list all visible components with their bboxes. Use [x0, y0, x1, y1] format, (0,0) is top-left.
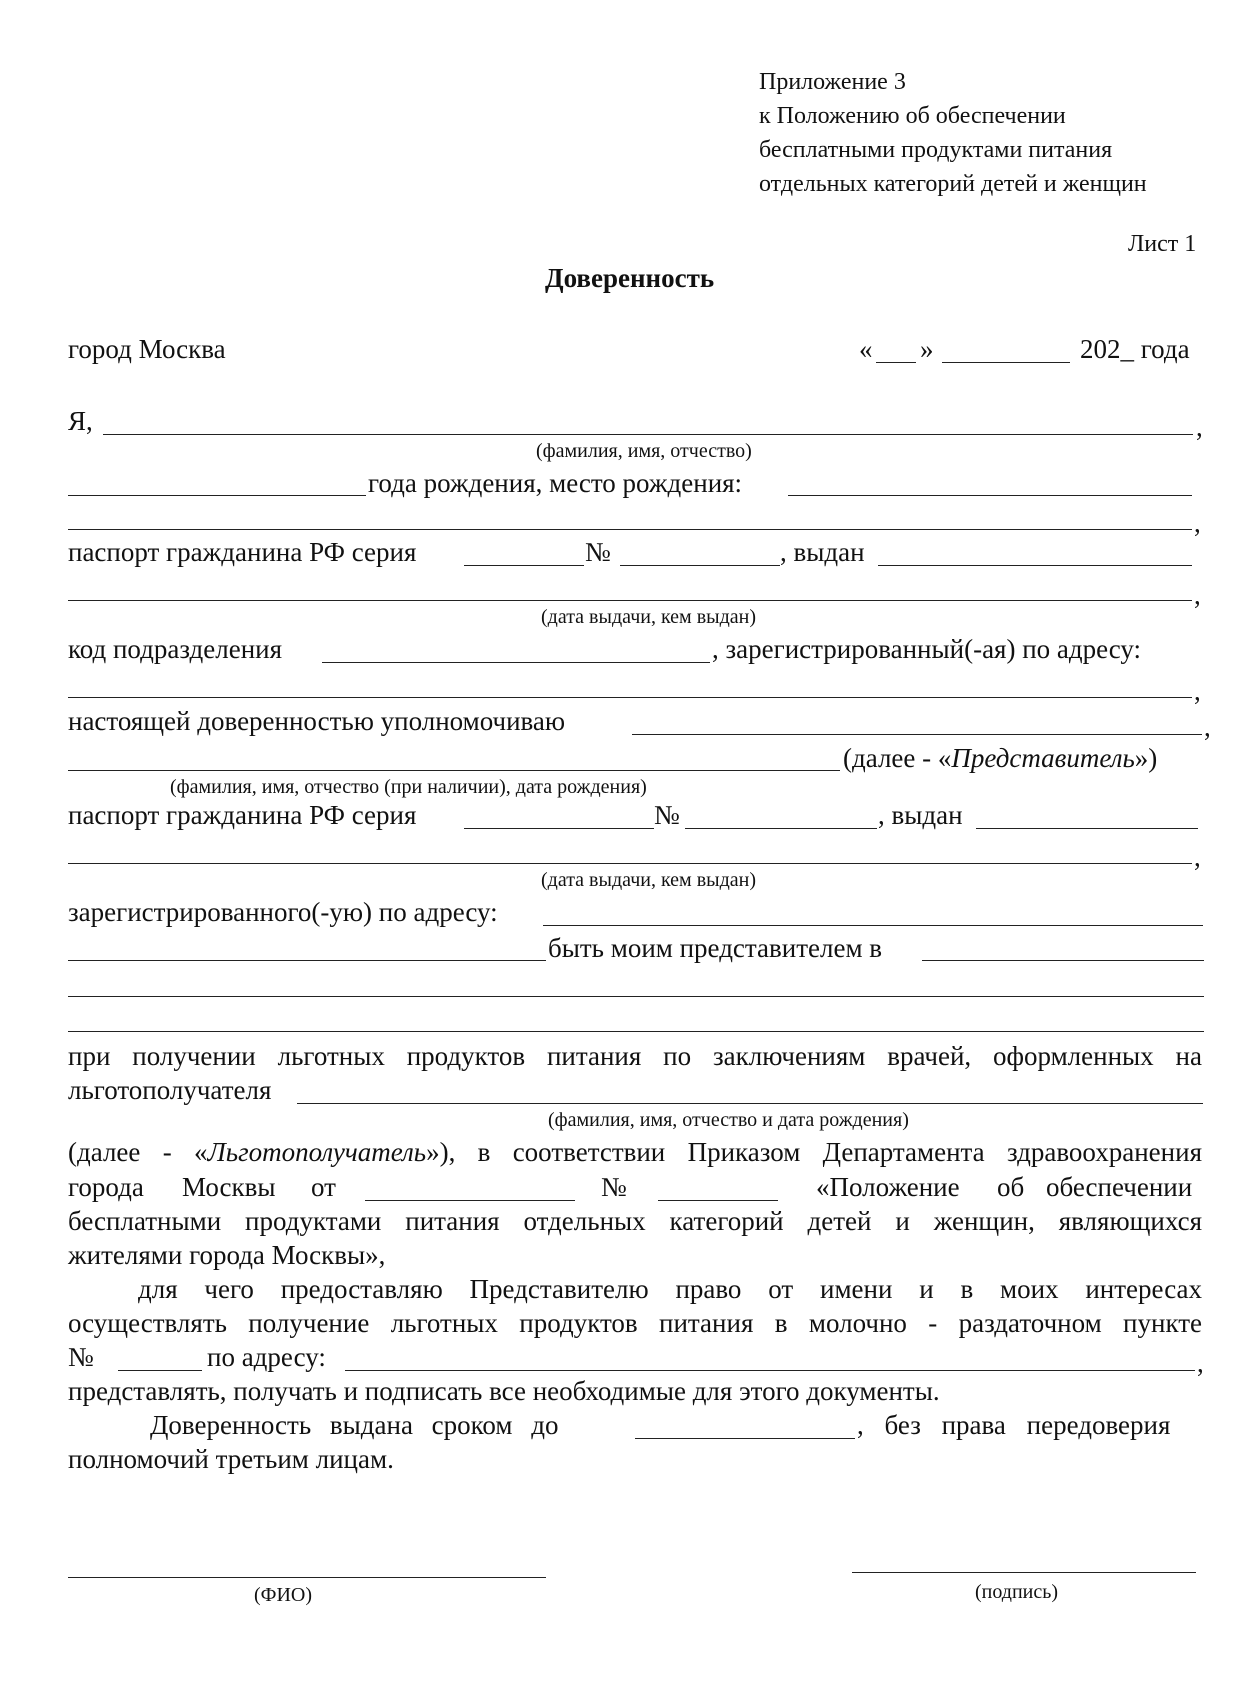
registered-label-2: зарегистрированного(-ую) по адресу: — [68, 897, 498, 927]
sheet-number: Лист 1 — [1128, 231, 1197, 257]
order-date-blank — [365, 1200, 575, 1201]
fio-caption: (ФИО) — [254, 1584, 313, 1606]
hint-issue-2: (дата выдачи, кем выдан) — [541, 869, 756, 891]
appendix-line-4: отдельных категорий детей и женщин — [759, 171, 1147, 197]
validity-date-blank — [635, 1438, 855, 1439]
paragraph-line: представлять, получать и подписать все необходимые для этого документы. — [68, 1376, 940, 1406]
appendix-line-2: к Положению об обеспечении — [759, 103, 1066, 129]
comma: , — [1204, 712, 1211, 742]
number-sign: № — [585, 537, 611, 567]
comma: , — [1194, 508, 1201, 538]
document-title: Доверенность — [545, 263, 715, 293]
birth-place-blank — [788, 495, 1192, 496]
issued-blank — [878, 565, 1192, 566]
paragraph-line: при получении льготных продуктов питания по заключениям врачей, оформленных на — [68, 1041, 1202, 1071]
address-blank-2 — [543, 925, 1203, 926]
beneficiary-blank — [297, 1103, 1203, 1104]
organization-blank-3 — [68, 1031, 1204, 1032]
birth-year-blank — [68, 495, 366, 496]
issued-blank-4 — [68, 863, 1192, 864]
birth-place-label: года рождения, место рождения: — [368, 468, 743, 498]
appendix-line-3: бесплатными продуктами питания — [759, 137, 1113, 163]
comma: , — [1197, 1348, 1204, 1378]
passport-number-blank-2 — [685, 828, 877, 829]
comma: , — [1194, 676, 1201, 706]
order-text-provision: обеспечении — [1046, 1172, 1193, 1202]
passport-label: паспорт гражданина РФ серия — [68, 537, 417, 567]
issued-label: , выдан — [780, 537, 865, 567]
issued-label-2: , выдан — [878, 800, 963, 830]
birth-place-blank-2 — [68, 529, 1192, 530]
hint-representative: (фамилия, имя, отчество (при наличии), дата рождения) — [170, 776, 647, 798]
order-number-sign: № — [601, 1172, 627, 1202]
day-blank — [876, 362, 916, 363]
comma: , — [1194, 842, 1201, 872]
signature-line — [852, 1572, 1196, 1573]
date-open-quote: « — [859, 334, 873, 364]
issued-blank-3 — [976, 828, 1198, 829]
point-address-blank — [345, 1370, 1195, 1371]
representative-note: (далее - «Представитель») — [843, 743, 1158, 773]
dept-code-blank — [322, 662, 710, 663]
ya-label: Я, — [68, 406, 93, 436]
hint-beneficiary: (фамилия, имя, отчество и дата рождения) — [548, 1109, 909, 1131]
passport-label-2: паспорт гражданина РФ серия — [68, 800, 417, 830]
be-representative-label: быть моим представителем в — [548, 933, 883, 963]
order-text-moscow: Москвы — [182, 1172, 276, 1202]
point-address-label: по адресу: — [207, 1342, 326, 1372]
fio-signature-line — [68, 1577, 546, 1578]
paragraph-line: жителями города Москвы», — [68, 1240, 386, 1270]
passport-number-blank — [620, 565, 780, 566]
no-redelegation: , без права передоверия — [857, 1410, 1171, 1440]
hint-fio: (фамилия, имя, отчество) — [536, 440, 752, 462]
month-blank — [942, 362, 1070, 363]
address-blank — [68, 697, 1192, 698]
comma: , — [1196, 412, 1203, 442]
appendix-number: Приложение 3 — [759, 69, 906, 95]
issued-blank-2 — [68, 600, 1192, 601]
paragraph-line: полномочий третьим лицам. — [68, 1444, 394, 1474]
organization-blank — [922, 960, 1204, 961]
order-text-city: города — [68, 1172, 144, 1202]
passport-series-blank — [464, 565, 584, 566]
registered-label: , зарегистрированный(-ая) по адресу: — [712, 634, 1142, 664]
point-number-sign: № — [68, 1342, 94, 1372]
order-number-blank — [658, 1200, 778, 1201]
number-sign-2: № — [654, 800, 680, 830]
city: город Москва — [68, 334, 226, 364]
beneficiary-label: льготополучателя — [68, 1075, 272, 1105]
representative-blank-2 — [68, 770, 840, 771]
paragraph-line: осуществлять получение льготных продуктов питания в молочно - раздаточном пункте — [68, 1308, 1202, 1338]
year-text: 202_ года — [1080, 334, 1190, 364]
hint-issue: (дата выдачи, кем выдан) — [541, 606, 756, 628]
point-number-blank — [118, 1370, 202, 1371]
address-blank-3 — [68, 960, 546, 961]
dept-code-label: код подразделения — [68, 634, 283, 664]
fio-blank — [103, 434, 1193, 435]
order-text-about: об — [997, 1172, 1025, 1202]
validity-label: Доверенность выдана сроком до — [150, 1410, 559, 1440]
signature-caption: (подпись) — [975, 1581, 1059, 1603]
paragraph-line: для чего предоставляю Представителю право от имени и в моих интересах — [138, 1274, 1202, 1304]
order-text-from: от — [311, 1172, 336, 1202]
passport-series-blank-2 — [464, 828, 654, 829]
comma: , — [1194, 580, 1201, 610]
order-text-regulation: «Положение — [816, 1172, 960, 1202]
representative-blank — [632, 734, 1202, 735]
authorize-label: настоящей доверенностью уполномочиваю — [68, 706, 566, 736]
paragraph-line: бесплатными продуктами питания отдельных категорий детей и женщин, являющихся — [68, 1206, 1202, 1236]
date-close-quote: » — [920, 334, 934, 364]
paragraph-line: (далее - «Льготополучатель»), в соответствии Приказом Департамента здравоохранения — [68, 1137, 1202, 1167]
organization-blank-2 — [68, 996, 1204, 997]
